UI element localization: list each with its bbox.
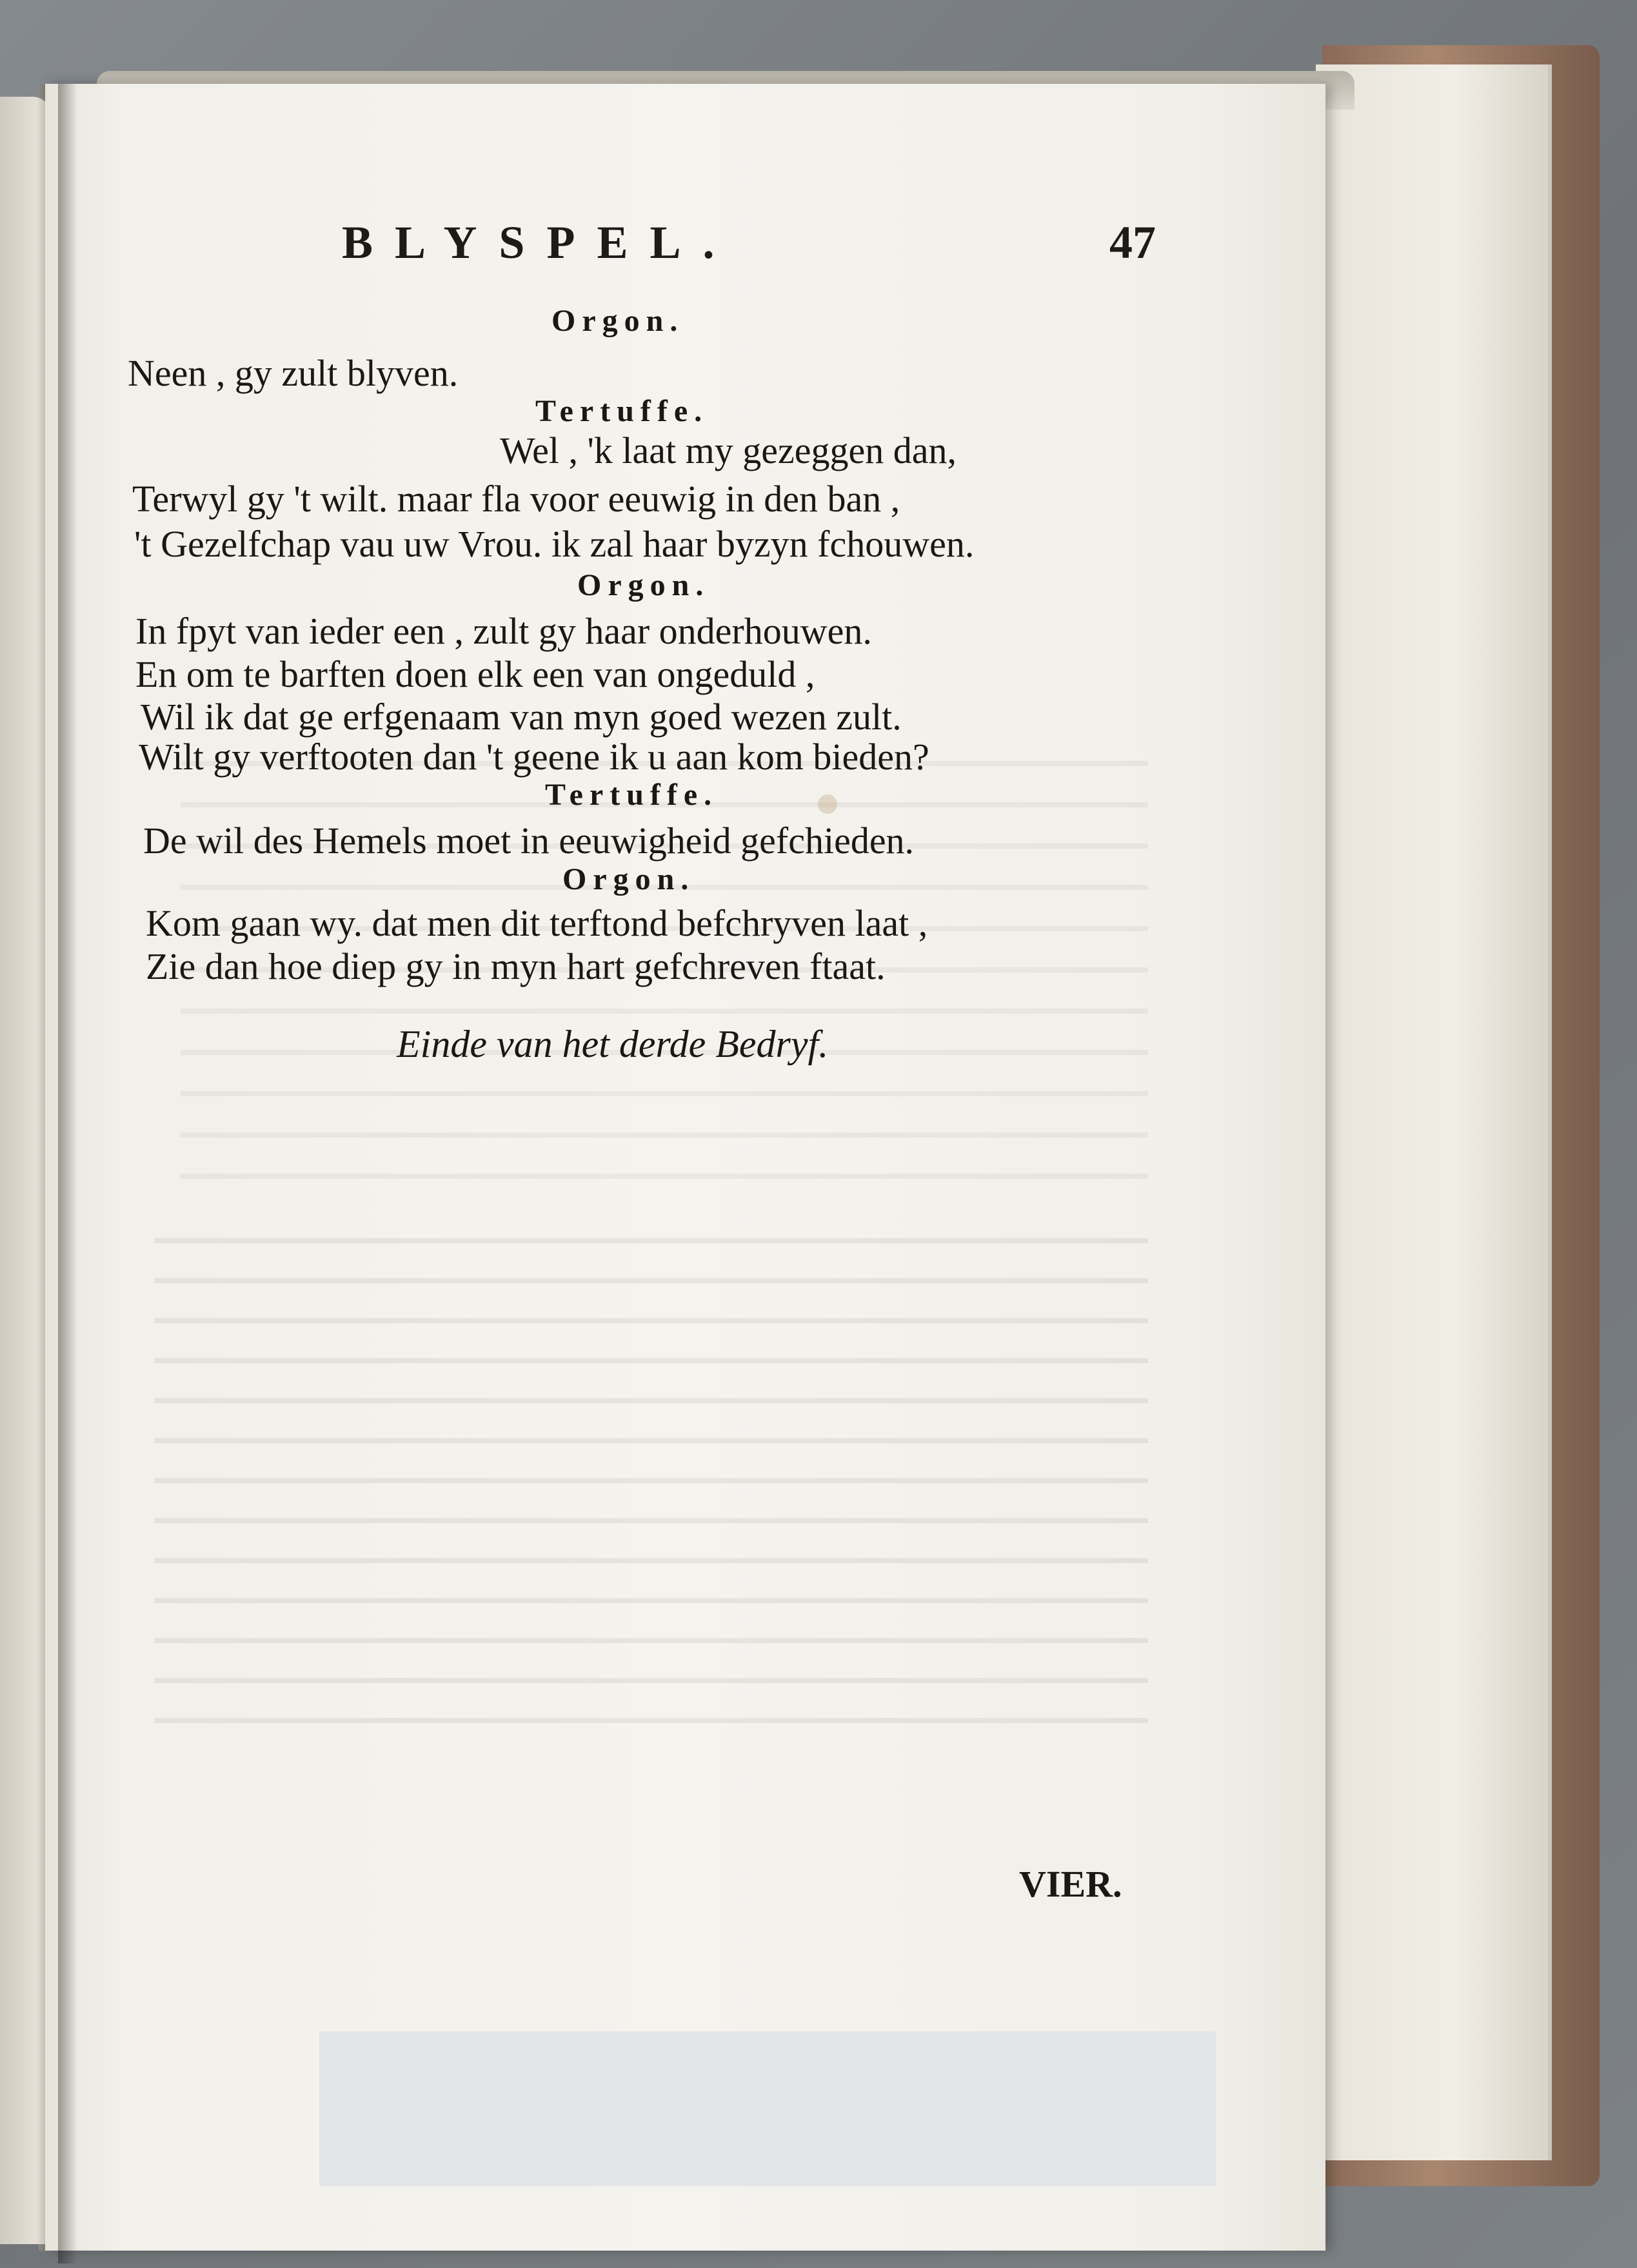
running-title: BLYSPEL.: [342, 217, 737, 268]
redaction-label: [319, 2031, 1216, 2186]
speaker-name: Orgon.: [551, 304, 684, 338]
page-stack-edge: [1316, 64, 1552, 2160]
verse-line: In fpyt van ieder een , zult gy haar onderhouwen.: [135, 610, 872, 652]
verse-line: Terwyl gy 't wilt. maar fla voor eeuwig in den ban ,: [132, 478, 900, 520]
show-through-text-lower: [155, 1238, 1148, 1741]
verse-line: Wil ik dat ge erfgenaam van myn goed wezen zult.: [141, 696, 902, 738]
speaker-name: Tertuffe.: [545, 778, 719, 812]
spine-shadow: [58, 84, 77, 2263]
verse-line: Zie dan hoe diep gy in myn hart gefchreven ftaat.: [146, 945, 886, 987]
paper-stain: [818, 794, 837, 814]
speaker-name: Orgon.: [562, 862, 695, 896]
speaker-name: Tertuffe.: [535, 394, 709, 428]
verse-line: 't Gezelfchap vau uw Vrou. ik zal haar byzyn fchouwen.: [134, 523, 975, 565]
verse-line: Kom gaan wy. dat men dit terftond befchryven laat ,: [146, 902, 928, 944]
verse-line: Wel , 'k laat my gezeggen dan,: [500, 429, 957, 471]
catchword: VIER.: [1019, 1863, 1122, 1905]
facing-page-edge: [0, 97, 52, 2244]
page-number: 47: [1109, 217, 1156, 268]
speaker-name: Orgon.: [577, 568, 710, 602]
verse-line: En om te barften doen elk een van ongeduld ,: [135, 653, 815, 695]
verse-line: Neen , gy zult blyven.: [128, 352, 459, 394]
verse-line: Wilt gy verftooten dan 't geene ik u aan kom bieden?: [139, 736, 929, 778]
verse-line: De wil des Hemels moet in eeuwigheid gefchieden.: [143, 820, 915, 862]
act-end-note: Einde van het derde Bedryf.: [397, 1023, 829, 1065]
